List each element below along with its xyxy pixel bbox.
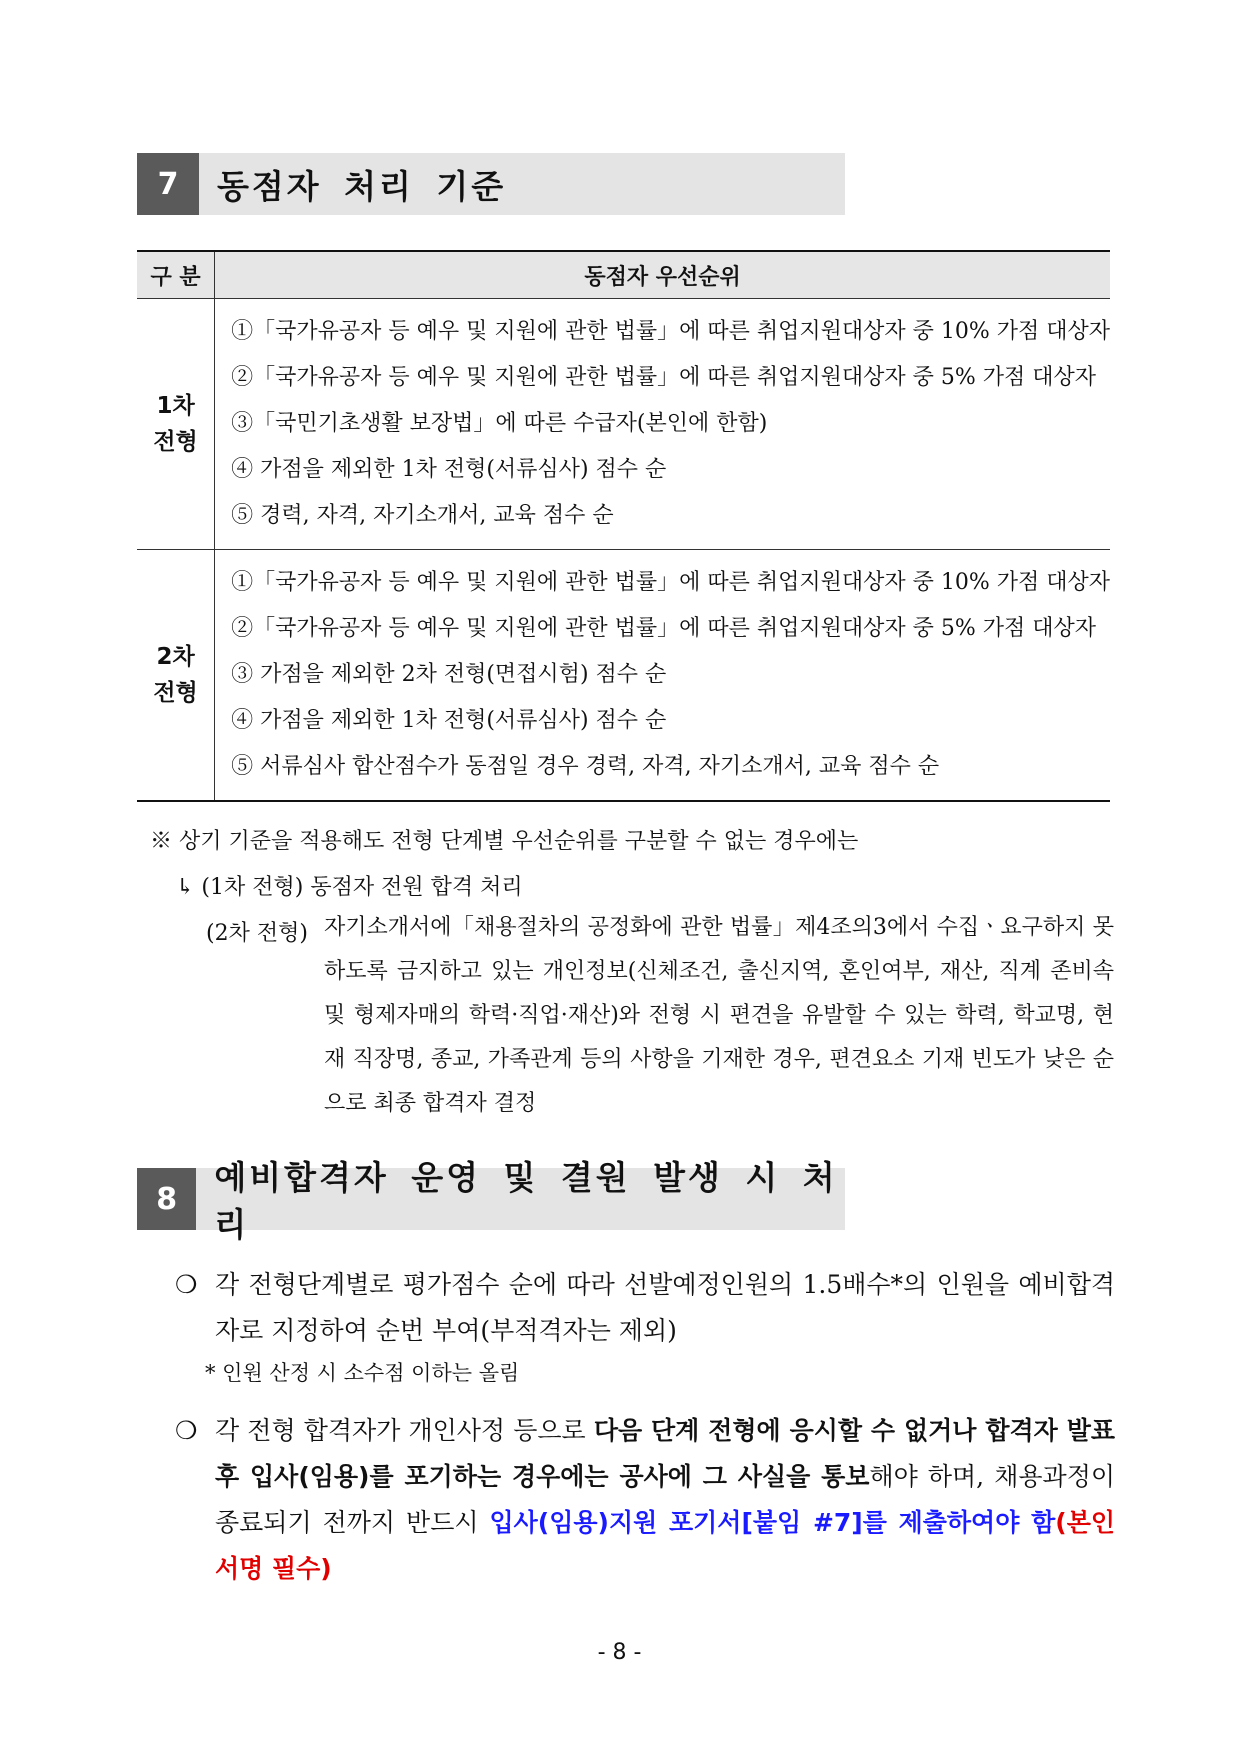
bullet-footnote: * 인원 산정 시 소수점 이하는 올림 bbox=[205, 1361, 520, 1385]
section-title: 동점자 처리 기준 bbox=[217, 166, 507, 206]
stage-label: 전형 bbox=[153, 429, 198, 455]
priority-item: ①「국가유공자 등 예우 및 지원에 관한 법률」에 따른 취업지원대상자 중 10% 가점 대상자 bbox=[231, 570, 1110, 595]
priority-item: ②「국가유공자 등 예우 및 지원에 관한 법률」에 따른 취업지원대상자 중 5% 가점 대상자 bbox=[231, 616, 1096, 641]
column-header-category: 구 분 bbox=[137, 251, 215, 299]
bullet-text-plain: 각 전형 합격자가 개인사정 등으로 bbox=[215, 1416, 594, 1445]
tie-break-table bbox=[137, 250, 1110, 802]
table-header-row bbox=[137, 251, 1110, 299]
table-row bbox=[137, 550, 1110, 802]
page-number: - 8 - bbox=[597, 1640, 642, 1665]
bullet-text-blue: 입사(임용)지원 포기서[붙임 #7]를 제출하여야 함 bbox=[489, 1508, 1056, 1537]
priority-item: ⑤ 서류심사 합산점수가 동점일 경우 경력, 자격, 자기소개서, 교육 점수 순 bbox=[231, 754, 940, 779]
bullet-text-plain: 해야 하며, 채용과정이 종료되기 전까지 반드시 bbox=[215, 1462, 1115, 1537]
bullet-text bbox=[215, 1408, 1115, 1592]
note-paragraph: 자기소개서에「채용절차의 공정화에 관한 법률」제4조의3에서 수집ㆍ요구하지 못하도록 금지하고 있는 개인정보(신체조건, 출신지역, 혼인여부, 재산, 직계 존비속 및 형제자매의 학력·직업·재산)와 전형 시 편견을 유발할 수 있는 학력, 학교명, 현재 직장명, 종교, 가족관계 등의 사항을 기재한 경우, 편견요소 기재 빈도가 낮은 순으로 최종 합격자 결정 bbox=[324, 915, 1114, 1116]
section-title: 예비합격자 운영 및 결원 발생 시 처리 bbox=[214, 1158, 838, 1244]
note-label: (2차 전형) bbox=[206, 921, 308, 946]
bullet-circle-icon: ❍ bbox=[175, 1270, 198, 1299]
priority-cell bbox=[215, 299, 1110, 550]
note-line: ↳ (1차 전형) 동점자 전원 합격 처리 bbox=[176, 875, 523, 900]
stage-label: 전형 bbox=[153, 680, 198, 706]
stage-cell bbox=[137, 550, 215, 802]
section-8-header bbox=[137, 1158, 845, 1244]
priority-item: ④ 가점을 제외한 1차 전형(서류심사) 점수 순 bbox=[231, 457, 667, 482]
note-line: ※ 상기 기준을 적용해도 전형 단계별 우선순위를 구분할 수 없는 경우에는 bbox=[150, 829, 859, 854]
section-number: 7 bbox=[137, 153, 199, 215]
priority-item: ①「국가유공자 등 예우 및 지원에 관한 법률」에 따른 취업지원대상자 중 10% 가점 대상자 bbox=[231, 319, 1110, 344]
bullet-text-red: (본인서명 필수) bbox=[215, 1508, 1116, 1583]
bullet-text: 각 전형단계별로 평가점수 순에 따라 선발예정인원의 1.5배수*의 인원을 예비합격자로 지정하여 순번 부여(부적격자는 제외) bbox=[215, 1270, 1115, 1345]
bullet-item bbox=[175, 1408, 1115, 1592]
priority-item: ⑤ 경력, 자격, 자기소개서, 교육 점수 순 bbox=[231, 503, 614, 528]
stage-label: 1차 bbox=[156, 393, 195, 419]
section-number: 8 bbox=[137, 1168, 196, 1230]
priority-item: ④ 가점을 제외한 1차 전형(서류심사) 점수 순 bbox=[231, 708, 667, 733]
priority-item: ③ 가점을 제외한 2차 전형(면접시험) 점수 순 bbox=[231, 662, 667, 687]
priority-item: ③「국민기초생활 보장법」에 따른 수급자(본인에 한함) bbox=[231, 411, 768, 436]
stage-cell bbox=[137, 299, 215, 550]
stage-label: 2차 bbox=[156, 644, 195, 670]
section-7-header bbox=[137, 153, 845, 215]
column-header-priority: 동점자 우선순위 bbox=[215, 251, 1110, 299]
bullet-circle-icon: ❍ bbox=[175, 1416, 198, 1445]
bullet-text-bold: 다음 단계 전형에 응시할 수 없거나 합격자 발표 후 입사(임용)를 포기하는 경우에는 공사에 그 사실을 통보 bbox=[215, 1416, 1115, 1491]
priority-item: ②「국가유공자 등 예우 및 지원에 관한 법률」에 따른 취업지원대상자 중 5% 가점 대상자 bbox=[231, 365, 1096, 390]
table-row bbox=[137, 299, 1110, 550]
priority-cell bbox=[215, 550, 1110, 802]
bullet-item bbox=[175, 1262, 1115, 1354]
